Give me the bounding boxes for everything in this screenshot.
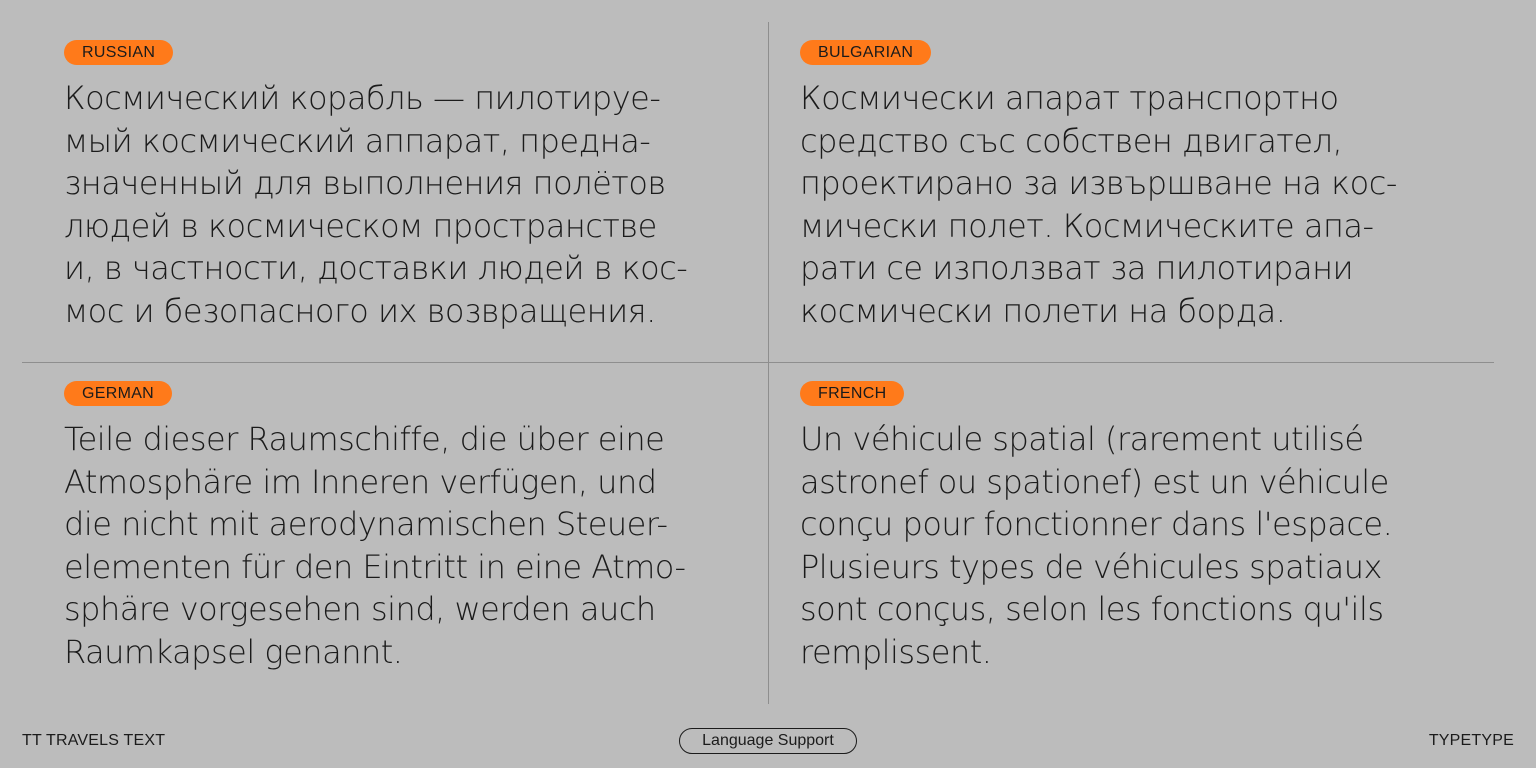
vertical-divider: [768, 22, 769, 704]
horizontal-divider: [22, 362, 1494, 363]
sample-text-german: Teile dieser Raumschiffe, die über eine Atmosphäre im Inneren verfügen, und die nicht mit aerodynamischen Steuer- elementen für den Eintritt in eine Atmo- sphäre vorgesehen sind, werden auch Raumkapsel genannt.: [64, 420, 686, 671]
sample-text-russian: Космический корабль — пилотируе- мый космический аппарат, предна- значенный для выполнения полётов людей в космическом пространстве и, в частности, доставки людей в кос- мос и безопасного их возвращения.: [64, 79, 688, 330]
language-badge-bulgarian: BULGARIAN: [800, 40, 931, 65]
sample-text-french: Un véhicule spatial (rarement utilisé astronef ou spationef) est un véhicule conçu pour fonctionner dans l'espace. Plusieurs types de véhicules spatiaux sont conçus, selon les fonctions qu'ils remplissent.: [800, 420, 1393, 671]
section-german: [64, 381, 764, 673]
section-bulgarian: [800, 40, 1500, 332]
sample-text-bulgarian: Космически апарат транспортно средство със собствен двигател, проектирано за извършване на кос- мически полет. Космическите апа- рати се използват за пилотирани космически полети на борда.: [800, 79, 1397, 330]
foundry-name-label: TYPETYPE: [1428, 732, 1514, 749]
language-badge-russian: RUSSIAN: [64, 40, 173, 65]
section-french: [800, 381, 1500, 673]
language-support-pill: Language Support: [679, 728, 857, 754]
language-badge-german: GERMAN: [64, 381, 172, 406]
font-name-label: TT TRAVELS TEXT: [22, 732, 166, 749]
section-russian: [64, 40, 764, 332]
language-badge-french: FRENCH: [800, 381, 904, 406]
